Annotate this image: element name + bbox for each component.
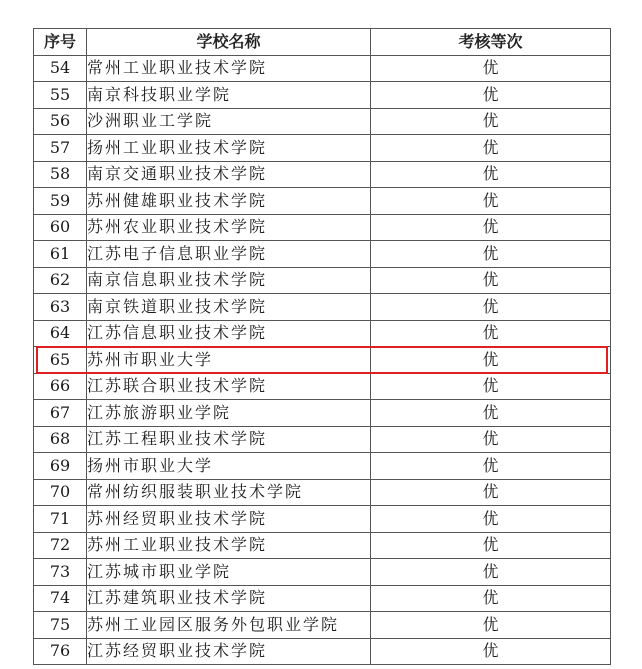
grade: 优 bbox=[371, 400, 611, 427]
grade: 优 bbox=[371, 188, 611, 215]
table-row bbox=[34, 559, 611, 586]
table-row bbox=[34, 453, 611, 480]
row-number: 64 bbox=[34, 320, 87, 347]
grade: 优 bbox=[371, 320, 611, 347]
grade: 优 bbox=[371, 453, 611, 480]
grade: 优 bbox=[371, 55, 611, 82]
row-number: 54 bbox=[34, 55, 87, 82]
row-number: 58 bbox=[34, 161, 87, 188]
table-row bbox=[34, 214, 611, 241]
header-row bbox=[34, 29, 611, 56]
row-number: 67 bbox=[34, 400, 87, 427]
table-row bbox=[34, 135, 611, 162]
school-name: 常州工业职业技术学院 bbox=[87, 55, 371, 82]
row-number: 61 bbox=[34, 241, 87, 268]
school-name: 沙洲职业工学院 bbox=[87, 108, 371, 135]
table-row bbox=[34, 612, 611, 639]
grade: 优 bbox=[371, 108, 611, 135]
header-school-name: 学校名称 bbox=[87, 29, 371, 56]
row-number: 68 bbox=[34, 426, 87, 453]
school-name: 苏州市职业大学 bbox=[87, 347, 371, 374]
header-serial-number: 序号 bbox=[34, 29, 87, 56]
grade: 优 bbox=[371, 347, 611, 374]
grade: 优 bbox=[371, 612, 611, 639]
table-row bbox=[34, 532, 611, 559]
grade: 优 bbox=[371, 426, 611, 453]
school-name: 苏州工业园区服务外包职业学院 bbox=[87, 612, 371, 639]
row-number: 66 bbox=[34, 373, 87, 400]
grade: 优 bbox=[371, 214, 611, 241]
school-name: 江苏旅游职业学院 bbox=[87, 400, 371, 427]
school-name: 苏州农业职业技术学院 bbox=[87, 214, 371, 241]
row-number: 65 bbox=[34, 347, 87, 374]
table-row bbox=[34, 400, 611, 427]
row-number: 72 bbox=[34, 532, 87, 559]
school-name: 江苏经贸职业技术学院 bbox=[87, 638, 371, 665]
table-row bbox=[34, 108, 611, 135]
grade: 优 bbox=[371, 506, 611, 533]
table-row bbox=[34, 294, 611, 321]
row-number: 59 bbox=[34, 188, 87, 215]
school-name: 江苏建筑职业技术学院 bbox=[87, 585, 371, 612]
table-row-highlighted bbox=[34, 347, 611, 374]
row-number: 56 bbox=[34, 108, 87, 135]
grade: 优 bbox=[371, 559, 611, 586]
table-row bbox=[34, 585, 611, 612]
table-row bbox=[34, 82, 611, 109]
table-row bbox=[34, 241, 611, 268]
school-name: 常州纺织服装职业技术学院 bbox=[87, 479, 371, 506]
row-number: 57 bbox=[34, 135, 87, 162]
grade: 优 bbox=[371, 585, 611, 612]
row-number: 73 bbox=[34, 559, 87, 586]
row-number: 63 bbox=[34, 294, 87, 321]
row-number: 62 bbox=[34, 267, 87, 294]
table-row bbox=[34, 55, 611, 82]
grade: 优 bbox=[371, 267, 611, 294]
grade: 优 bbox=[371, 241, 611, 268]
school-name: 南京科技职业学院 bbox=[87, 82, 371, 109]
grade: 优 bbox=[371, 479, 611, 506]
table-row bbox=[34, 188, 611, 215]
table-row bbox=[34, 506, 611, 533]
school-name: 江苏联合职业技术学院 bbox=[87, 373, 371, 400]
grade: 优 bbox=[371, 373, 611, 400]
school-name: 苏州健雄职业技术学院 bbox=[87, 188, 371, 215]
row-number: 69 bbox=[34, 453, 87, 480]
school-name: 江苏工程职业技术学院 bbox=[87, 426, 371, 453]
school-name: 南京交通职业技术学院 bbox=[87, 161, 371, 188]
row-number: 71 bbox=[34, 506, 87, 533]
table-row bbox=[34, 267, 611, 294]
school-name: 南京铁道职业技术学院 bbox=[87, 294, 371, 321]
school-name: 南京信息职业技术学院 bbox=[87, 267, 371, 294]
table-row bbox=[34, 320, 611, 347]
school-name: 江苏电子信息职业学院 bbox=[87, 241, 371, 268]
table-row bbox=[34, 479, 611, 506]
row-number: 55 bbox=[34, 82, 87, 109]
table-row bbox=[34, 161, 611, 188]
row-number: 60 bbox=[34, 214, 87, 241]
row-number: 76 bbox=[34, 638, 87, 665]
row-number: 75 bbox=[34, 612, 87, 639]
table-row bbox=[34, 638, 611, 665]
grade: 优 bbox=[371, 294, 611, 321]
school-name: 扬州工业职业技术学院 bbox=[87, 135, 371, 162]
grade: 优 bbox=[371, 638, 611, 665]
grade: 优 bbox=[371, 161, 611, 188]
school-name: 苏州工业职业技术学院 bbox=[87, 532, 371, 559]
grade: 优 bbox=[371, 532, 611, 559]
table-row bbox=[34, 373, 611, 400]
table-row bbox=[34, 426, 611, 453]
school-name: 江苏信息职业技术学院 bbox=[87, 320, 371, 347]
header-assessment-grade: 考核等次 bbox=[371, 29, 611, 56]
row-number: 70 bbox=[34, 479, 87, 506]
school-name: 苏州经贸职业技术学院 bbox=[87, 506, 371, 533]
grade: 优 bbox=[371, 82, 611, 109]
grade: 优 bbox=[371, 135, 611, 162]
school-name: 江苏城市职业学院 bbox=[87, 559, 371, 586]
row-number: 74 bbox=[34, 585, 87, 612]
school-name: 扬州市职业大学 bbox=[87, 453, 371, 480]
assessment-table bbox=[33, 28, 611, 665]
